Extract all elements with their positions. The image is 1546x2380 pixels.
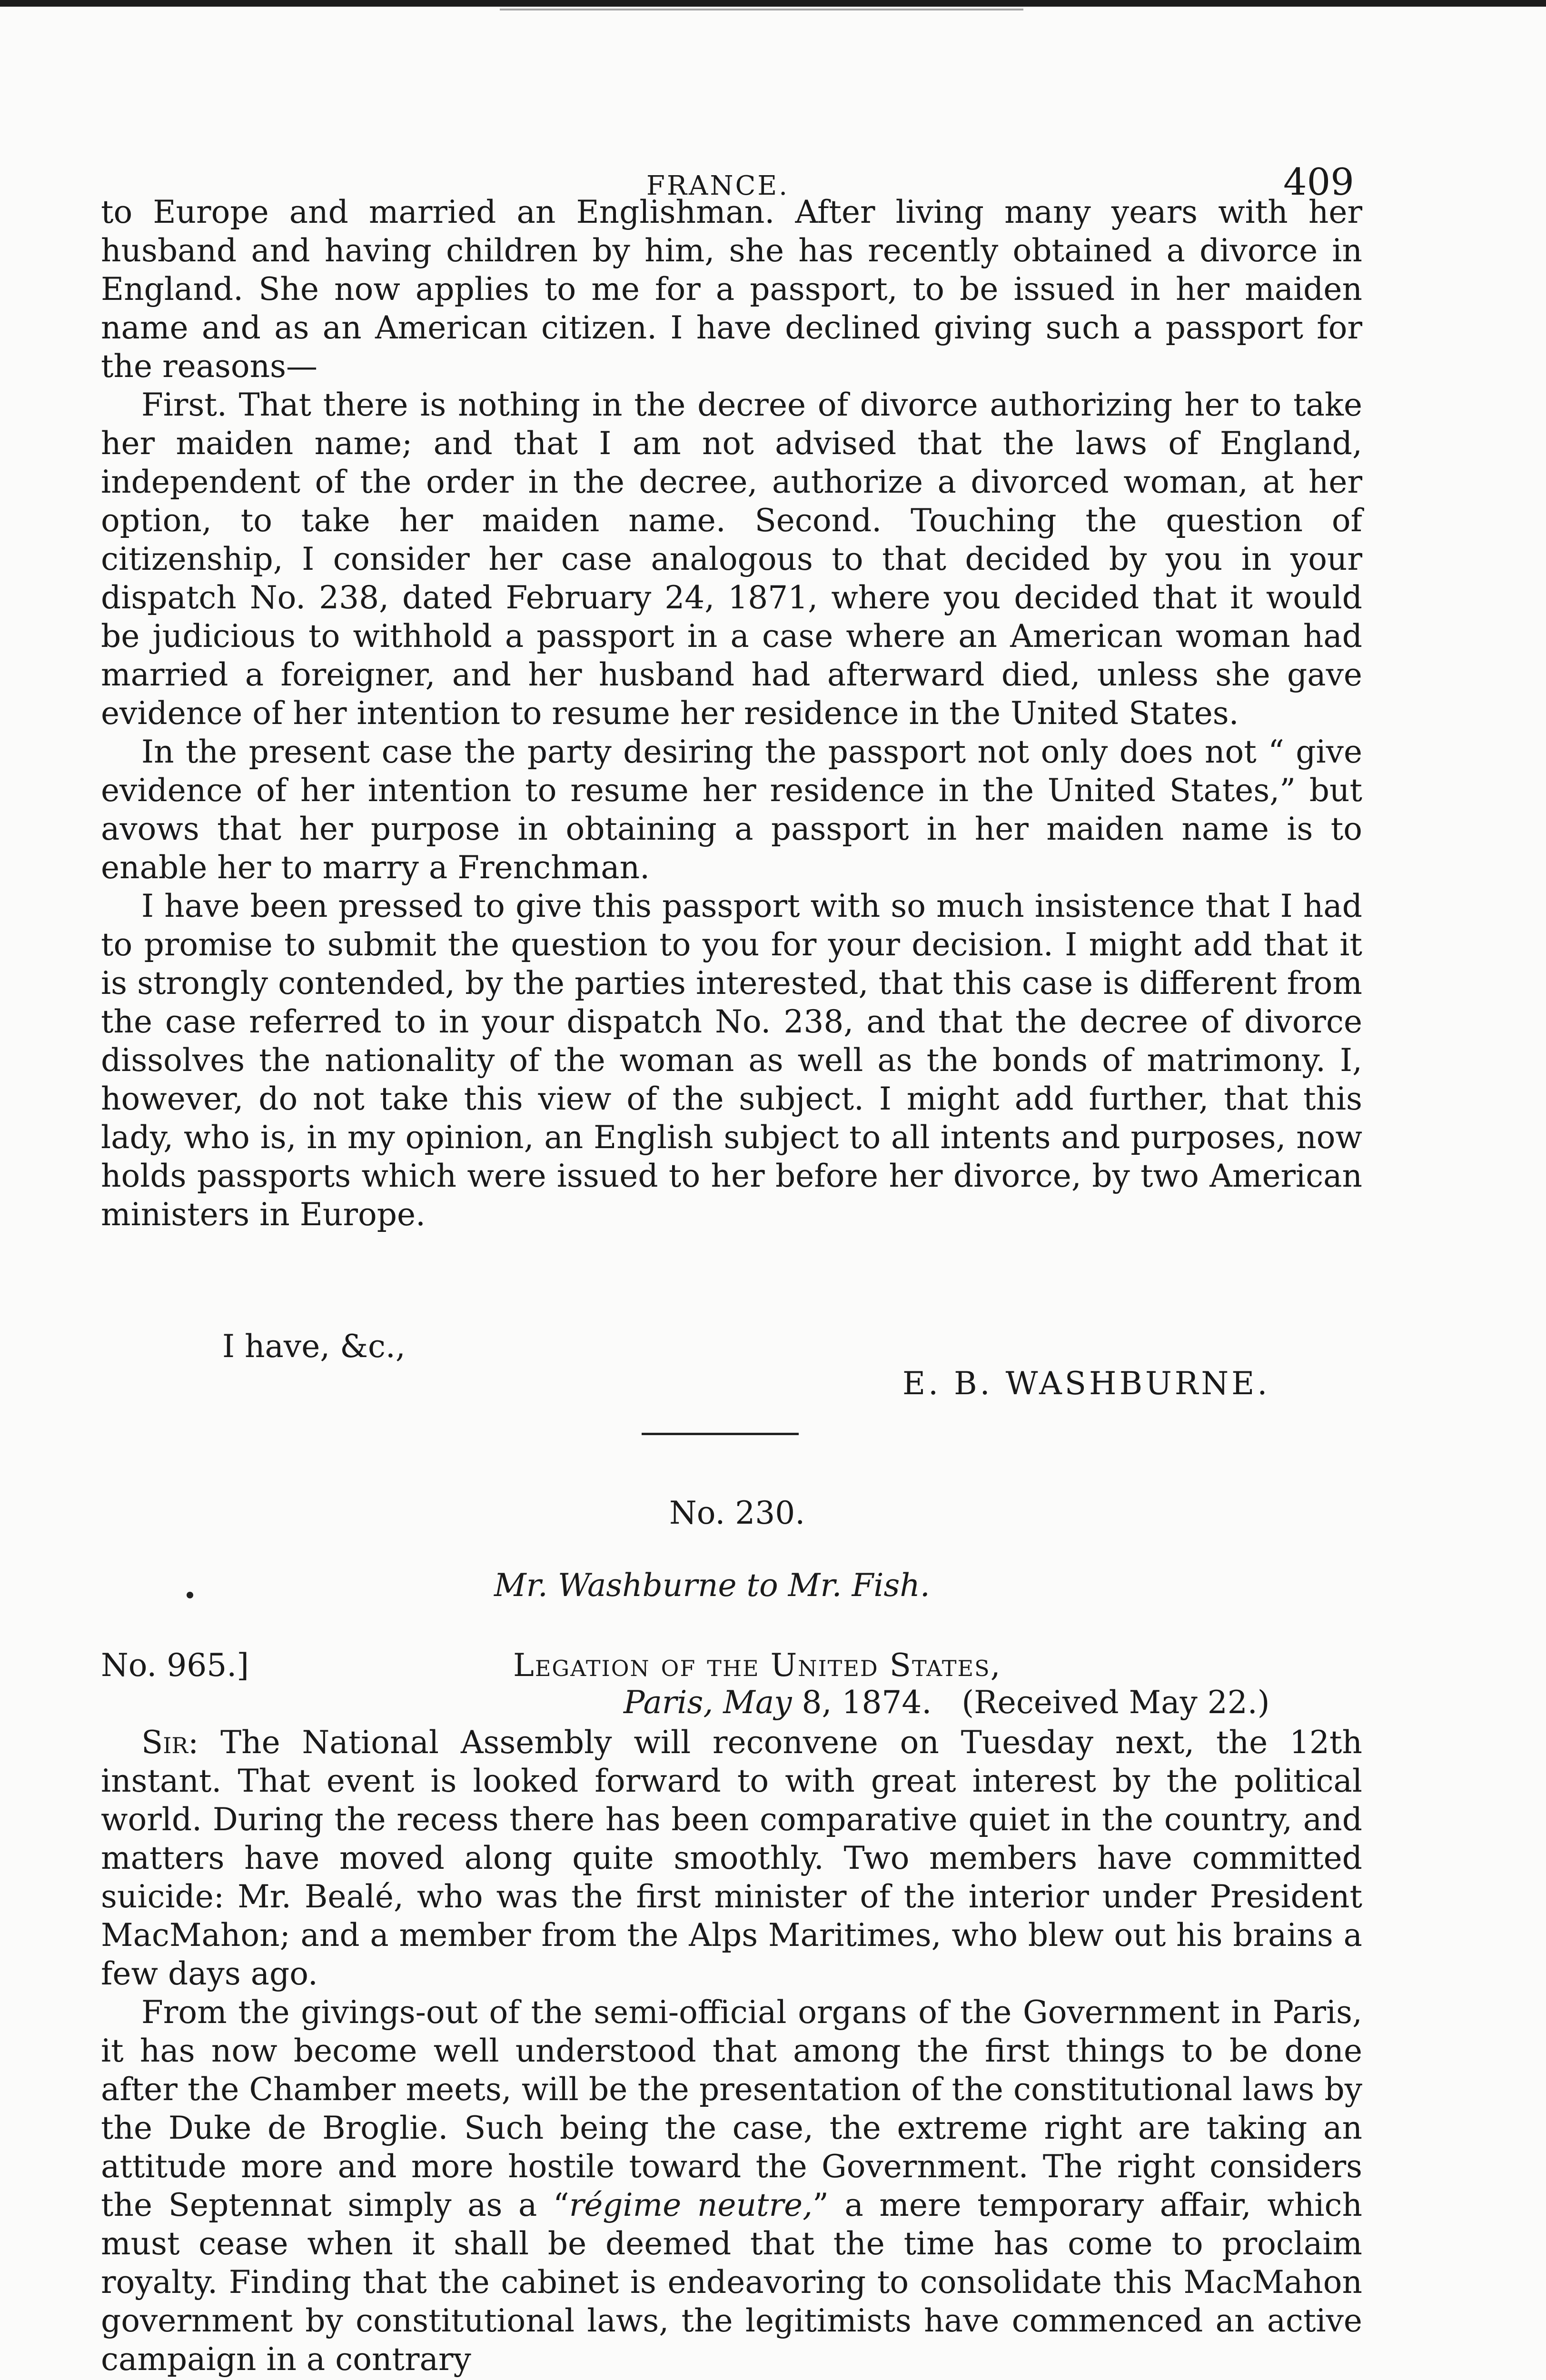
dateline-month: May <box>723 1684 792 1721</box>
document-number: No. 230. <box>669 1495 805 1531</box>
dateline <box>624 1684 1269 1721</box>
letter-body-bottom <box>101 1723 1362 2379</box>
page-number: 409 <box>1283 161 1354 204</box>
dispatch-number: No. 965.] <box>101 1647 249 1684</box>
paragraph-italic: régime neutre, <box>569 2187 813 2223</box>
paragraph-text: From the givings-out of the semi-official organs of the Government in Paris, it has now become well understood that among the first things to be done after the Chamber meets, will be the presentation of the constitutional laws by the Duke de Broglie. Such being the case, the extreme right are taking an attitude more and more hostile toward the Government. The right considers the Septennat simply as a “ <box>101 1994 1362 2223</box>
letter-closing: I have, &c., <box>222 1328 406 1365</box>
dateline-place: Paris, <box>624 1684 714 1721</box>
received-note: (Received May 22.) <box>961 1684 1270 1721</box>
top-border-speckle <box>500 9 1023 10</box>
salutation: Sir: <box>141 1724 199 1761</box>
legation-heading: Legation of the United States, <box>513 1647 1001 1684</box>
signature: E. B. WASHBURNE. <box>902 1365 1270 1402</box>
section-divider <box>642 1433 799 1435</box>
paragraph <box>101 1723 1362 1993</box>
dateline-date: 8, 1874. <box>802 1684 932 1721</box>
paragraph-text: ” a mere temporary affair, which must cease when it shall be deemed that the time has come to proclaim royalty. Finding that the cabinet is endeavoring to consolidate this MacMahon government by constitutional laws, the legitimists have commenced an active campaign in a contrary <box>101 2187 1362 2378</box>
paragraph-text: The National Assembly will reconvene on Tuesday next, the 12th instant. That event is looked forward to with great interest by the political world. During the recess there has been comparative quiet in the country, and matters have moved along quite smoothly. Two members have committed suicide: Mr. Bealé, who was the first minister of the interior under President MacMahon; and a member from the Alps Maritimes, who blew out his brains a few days ago. <box>101 1724 1362 1992</box>
document-title: Mr. Washburne to Mr. Fish. <box>494 1567 930 1604</box>
paragraph: First. That there is nothing in the decree of divorce authorizing her to take her maiden name; and that I am not advised that the laws of England, independent of the order in the decree, authorize a divorced woman, at her option, to take her maiden name. Second. Touching the question of citizenship, I consider her case analogous to that decided by you in your dispatch No. 238, dated February 24, 1871, where you decided that it would be judicious to withhold a passport in a case where an American woman had married a foreigner, and her husband had afterward died, unless she gave evidence of her intention to resume her residence in the United States. <box>101 387 1362 732</box>
margin-dot <box>187 1592 193 1598</box>
paragraph: In the present case the party desiring the passport not only does not “ give evidence of her intention to resume her residence in the United States,” but avows that her purpose in obtaining a passport in her maiden name is to enable her to marry a Frenchman. <box>101 734 1362 886</box>
running-head: FRANCE. <box>646 170 789 201</box>
paragraph: I have been pressed to give this passport with so much insistence that I had to promise to submit the question to you for your decision. I might add that it is strongly contended, by the parties interested, that this case is different from the case referred to in your dispatch No. 238, and that the decree of divorce dissolves the nationality of the woman as well as the bonds of matrimony. I, however, do not take this view of the subject. I might add further, that this lady, who is, in my opinion, an English subject to all intents and purposes, now holds passports which were issued to her before her divorce, by two American ministers in Europe. <box>101 888 1362 1233</box>
paragraph <box>101 1993 1362 2379</box>
top-border-rule <box>0 0 1546 7</box>
letter-body-top <box>101 193 1362 1234</box>
paragraph: to Europe and married an Englishman. After living many years with her husband and having children by him, she has recently obtained a divorce in England. She now applies to me for a passport, to be issued in her maiden name and as an American citizen. I have declined giving such a passport for the reasons— <box>101 194 1362 385</box>
